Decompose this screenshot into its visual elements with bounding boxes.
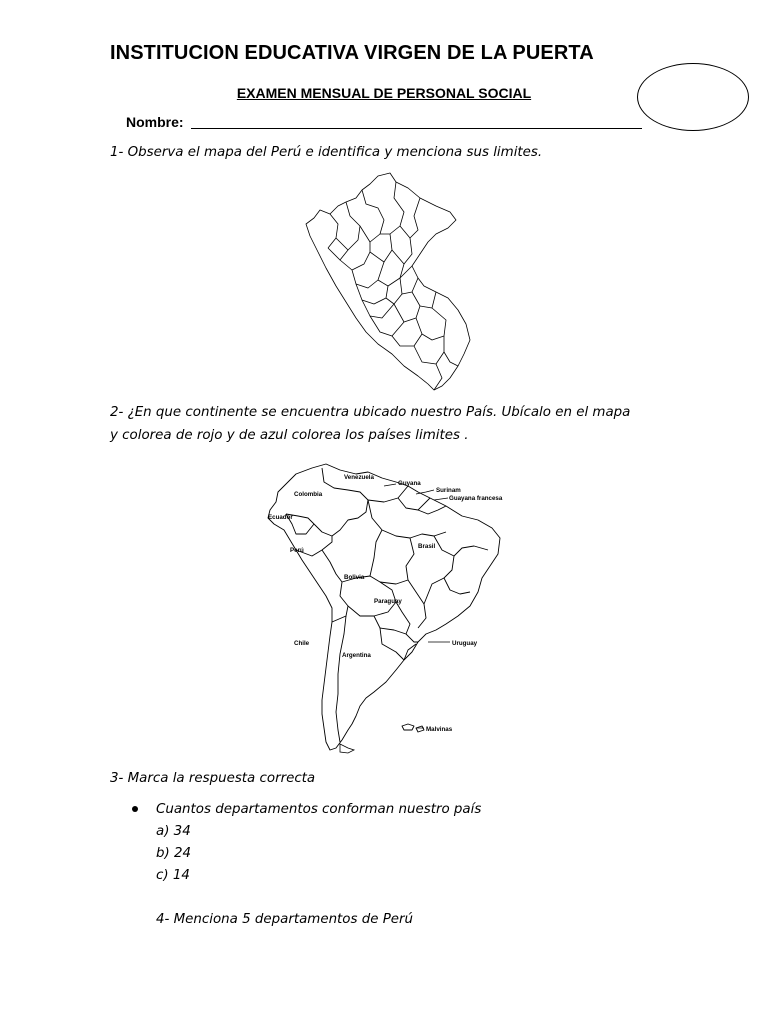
map-label-colombia: Colombia (294, 491, 323, 498)
score-oval (637, 63, 749, 131)
option-b: b) 24 (156, 846, 192, 861)
question-2 (110, 401, 670, 447)
map-label-ecuador: Ecuador (268, 514, 293, 521)
map-label-guayana-francesa: Guayana francesa (449, 495, 503, 502)
continent-outline (268, 464, 500, 750)
peru-outline (306, 173, 470, 390)
question-1: 1- Observa el mapa del Perú e identifica y menciona sus limites. (110, 145, 543, 160)
map-label-surinam: Surinam (436, 487, 461, 494)
map-label-guyana: Guyana (398, 480, 421, 487)
name-field-row (126, 114, 646, 134)
school-name: INSTITUCION EDUCATIVA VIRGEN DE LA PUERTA (110, 42, 594, 64)
question-2-line-1: 2- ¿En que continente se encuentra ubicado nuestro País. Ubícalo en el mapa (110, 405, 631, 420)
map-label-malvinas: Malvinas (426, 726, 453, 733)
map-label-venezuela: Venezuela (344, 474, 374, 481)
bullet-icon (132, 806, 138, 812)
map-label-paraguay: Paraguay (374, 598, 402, 605)
question-4: 4- Menciona 5 departamentos de Perú (156, 912, 414, 927)
question-3-prompt: Cuantos departamentos conforman nuestro país (156, 802, 482, 817)
exam-title-text: EXAMEN MENSUAL DE PERSONAL SOCIAL (236, 85, 532, 101)
map-label-argentina: Argentina (342, 652, 371, 659)
option-a: a) 34 (156, 824, 191, 839)
map-label-chile: Chile (294, 640, 310, 647)
map-label-uruguay: Uruguay (452, 640, 478, 647)
south-america-map (256, 458, 536, 756)
name-label: Nombre: (126, 114, 184, 130)
map-label-peru: Perú (290, 547, 304, 554)
option-c: c) 14 (156, 868, 190, 883)
map-label-brasil: Brasil (418, 543, 436, 550)
map-label-bolivia: Bolivia (344, 574, 365, 581)
peru-map (300, 168, 480, 396)
question-3: 3- Marca la respuesta correcta (110, 771, 316, 786)
name-blank-line (191, 128, 642, 129)
question-2-line-2: y colorea de rojo y de azul colorea los países limites . (110, 428, 469, 443)
